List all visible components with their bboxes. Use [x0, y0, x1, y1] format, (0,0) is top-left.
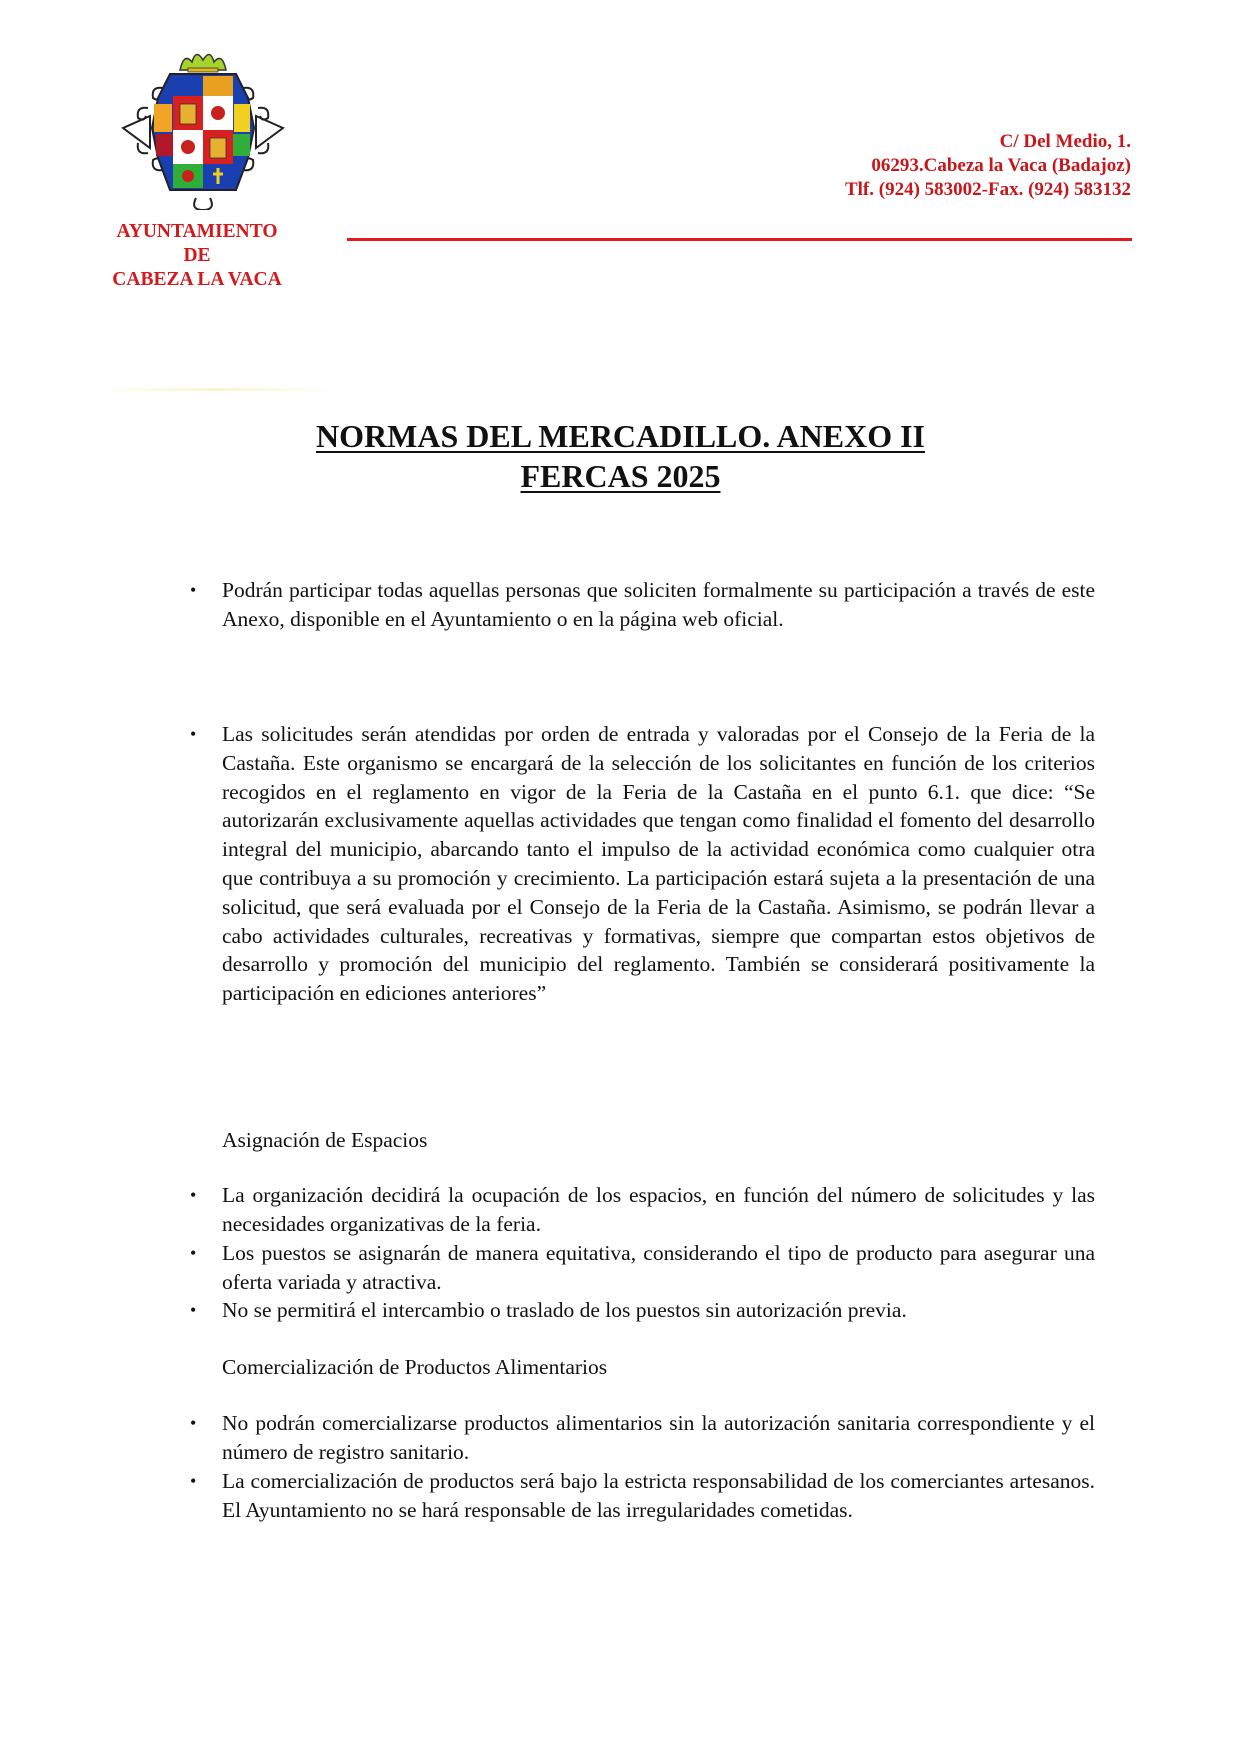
list-item-text: No podrán comercializarse productos alimentarios sin la autorización sanitaria correspondiente y el número de registro sanitario.: [222, 1411, 1095, 1464]
document-subtitle: FERCAS 2025: [520, 458, 721, 494]
header-divider: [347, 238, 1132, 241]
organization-name-line: CABEZA LA VACA: [112, 269, 282, 290]
bullet-icon: •: [190, 580, 197, 600]
coat-of-arms-logo: [118, 48, 288, 210]
list-item: [190, 576, 1095, 634]
faint-divider: [95, 388, 340, 391]
list-item: [190, 720, 1095, 1008]
bullet-icon: •: [190, 724, 197, 744]
bullet-icon: •: [190, 1413, 197, 1433]
list-item-text: Los puestos se asignarán de manera equitativa, considerando el tipo de producto para asegurar una oferta variada y atractiva.: [222, 1241, 1095, 1294]
list-item: [190, 1409, 1095, 1467]
address-city: 06293.Cabeza la Vaca (Badajoz): [871, 155, 1131, 176]
list-item: [190, 1239, 1095, 1297]
bullet-icon: •: [190, 1300, 197, 1320]
list-item-text: No se permitirá el intercambio o traslado de los puestos sin autorización previa.: [222, 1298, 907, 1322]
list-item-text: Las solicitudes serán atendidas por orden de entrada y valoradas por el Consejo de la Feria de la Castaña. Este organismo se encargará de la selección de los solicitantes en función de los criterios recogidos en el reglamento en vigor de la Feria de la Castaña en el punto 6.1. que dice: “Se autorizarán exclusivamente aquellas actividades que tengan como finalidad el fomento del desarrollo integral del municipio, abarcando tanto el impulso de la actividad económica como cualquier otra que contribuya a su promoción y crecimiento. La participación estará sujeta a la presentación de una solicitud, que será evaluada por el Consejo de la Feria de la Castaña. Asimismo, se podrán llevar a cabo actividades culturales, recreativas y formativas, siempre que compartan estos objetivos de desarrollo y promoción del municipio del reglamento. También se considerará positivamente la participación en ediciones anteriores”: [222, 722, 1095, 1006]
list-item-text: La organización decidirá la ocupación de los espacios, en función del número de solicitudes y las necesidades organizativas de la feria.: [222, 1183, 1095, 1236]
organization-name-line: DE: [183, 245, 211, 266]
document-title: NORMAS DEL MERCADILLO. ANEXO II: [316, 418, 925, 454]
section-heading-espacios: Asignación de Espacios: [222, 1128, 428, 1152]
list-item: [190, 1181, 1095, 1239]
crown-fan: [180, 54, 226, 72]
bullet-icon: •: [190, 1471, 197, 1491]
list-item: [190, 1296, 1095, 1325]
organization-name: [92, 220, 302, 292]
bullet-icon: •: [190, 1243, 197, 1263]
section-heading-alimentarios: Comercialización de Productos Alimentarios: [222, 1355, 608, 1379]
list-item: [190, 1467, 1095, 1525]
address-block: [845, 130, 1131, 202]
list-item-text: Podrán participar todas aquellas personas que soliciten formalmente su participación a través de este Anexo, disponible en el Ayuntamiento o en la página web oficial.: [222, 578, 1095, 631]
organization-name-line: AYUNTAMIENTO: [116, 221, 278, 242]
list-item-text: La comercialización de productos será bajo la estricta responsabilidad de los comerciantes artesanos. El Ayuntamiento no se hará responsable de las irregularidades cometidas.: [222, 1469, 1095, 1522]
bullet-icon: •: [190, 1185, 197, 1205]
address-street: C/ Del Medio, 1.: [999, 131, 1131, 152]
address-phone-fax: Tlf. (924) 583002-Fax. (924) 583132: [844, 179, 1131, 200]
